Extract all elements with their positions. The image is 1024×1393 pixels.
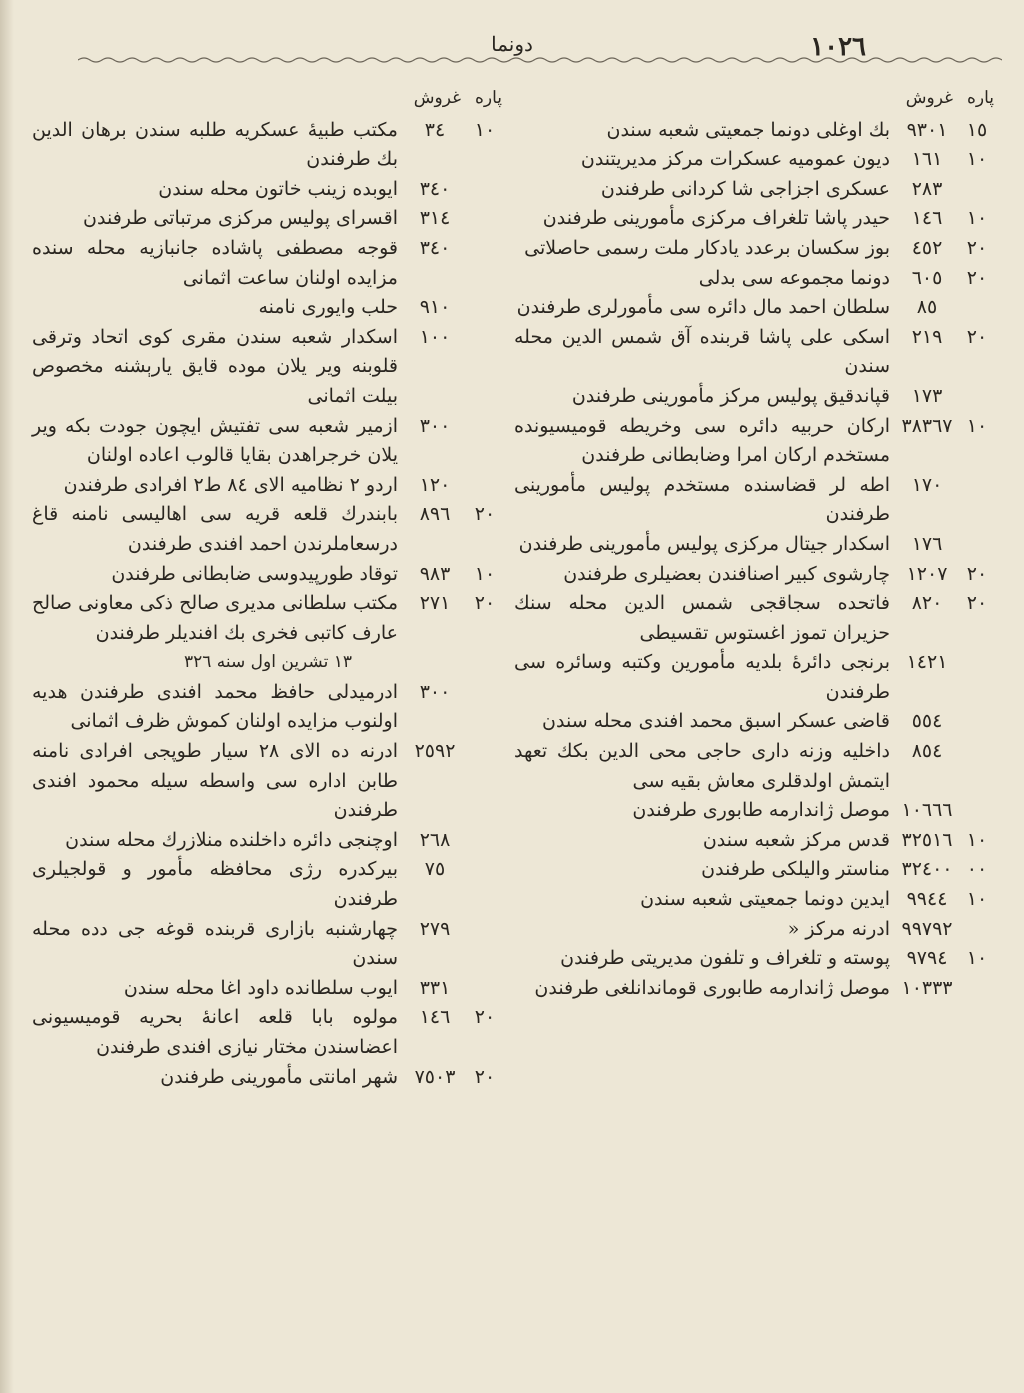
list-item [514, 737, 994, 796]
donor-description: اسكى على پاشا قربنده آق شمس الدين محله سندن [514, 325, 890, 378]
list-item [32, 412, 502, 471]
ghurush-header: غروش [413, 88, 461, 108]
ghurush-amount: ٩٣٠١ [906, 118, 948, 141]
ghurush-amount: ٩٧٩٤ [906, 947, 948, 970]
ghurush-amount: ٦٠٥ [911, 266, 943, 289]
list-item [32, 855, 502, 914]
ghurush-amount: ٣٨٣٦٧ [901, 414, 953, 437]
donor-description: چارشوى كبير اصنافندن بعضيلرى طرفندن [563, 562, 890, 585]
list-item [514, 560, 994, 590]
ghurush-amount: ٢١٩ [911, 325, 943, 348]
list-item [514, 145, 994, 175]
donor-description: ايوبده زينب خاتون محله سندن [158, 177, 398, 200]
list-item [32, 323, 502, 412]
date-note: ١٣ تشرين اول سنه ٣٢٦ [183, 652, 352, 673]
ghurush-header: غروش [905, 88, 953, 108]
ghurush-amount: ٩٩٤٤ [906, 888, 948, 911]
list-item [514, 796, 994, 826]
donor-description: ادرنه مركز « [787, 917, 890, 940]
donor-description: اركان حربيه دائره سى وخريطه قوميسيونده مستخدم اركان امرا وضابطانى طرفندن [514, 414, 890, 467]
ghurush-amount: ٨٥ [916, 296, 938, 319]
list-item [32, 737, 502, 826]
para-header: پاره [966, 88, 994, 108]
donor-description: قپاندقيق پوليس مركز مأمورينى طرفندن [571, 384, 890, 407]
donor-description: اقسراى پوليس مركزى مرتباتى طرفندن [83, 207, 398, 230]
ghurush-amount: ٢٥٩٢ [414, 740, 456, 763]
list-item [32, 175, 502, 205]
list-item [514, 589, 994, 648]
ghurush-amount: ٩٩٧٩٢ [901, 917, 953, 940]
donor-description: بيركدره رژى محافظه مأمور و قولجيلرى طرفندن [32, 858, 398, 911]
ghurush-amount: ٣٤٠ [419, 236, 451, 259]
ghurush-amount: ١٤٦ [911, 207, 943, 230]
para-amount: ٢٠ [966, 266, 988, 289]
donor-description: اوچنجى دائره داخلنده منلازرك محله سندن [65, 828, 398, 851]
list-item [32, 915, 502, 974]
ghurush-amount: ٨٩٦ [419, 503, 451, 526]
donor-description: چهارشنبه بازارى قربنده قوغه جى دده محله سندن [32, 917, 398, 970]
ghurush-amount: ١٧٦ [911, 532, 943, 555]
page-number: ١٠٢٦ [810, 32, 866, 62]
donor-description: مولوه بابا قلعه اعانهٔ بحريه قوميسيونى اعضاسندن مختار نيازى افندى طرفندن [32, 1006, 398, 1058]
list-item [514, 412, 994, 471]
list-item [32, 560, 502, 590]
para-amount: ٢٠ [966, 236, 988, 259]
para-amount: ١٠ [966, 888, 988, 911]
donor-description: موصل ژاندارمه طابورى قوماندانلغى طرفندن [534, 976, 890, 999]
donor-description: پوسته و تلغراف و تلفون مديريتى طرفندن [560, 947, 890, 970]
donor-description: مكتب طبيهٔ عسكريه طلبه سندن برهان الدين بك طرفندن [32, 118, 398, 171]
list-item [32, 648, 502, 678]
ghurush-amount: ١٦١ [911, 148, 943, 171]
list-item [32, 234, 502, 293]
para-amount: ١٠ [474, 118, 496, 141]
ghurush-amount: ٧٥٠٣ [414, 1065, 456, 1088]
list-item [514, 530, 994, 560]
donor-description: بابندرك قلعه قريه سى اهاليسى نامنه قاغ درسعاملرندن احمد افندى طرفندن [32, 503, 398, 555]
list-item [32, 116, 502, 175]
ghurush-amount: ١٧٠ [911, 473, 943, 496]
donor-description: سلطان احمد مال دائره سى مأمورلرى طرفندن [516, 296, 890, 319]
donor-description: ايدين دونما جمعيتى شعبه سندن [640, 888, 890, 911]
donor-description: اردو ٢ نظاميه الاى ٨٤ ط٢ افرادى طرفندن [63, 473, 398, 496]
para-amount: ٢٠ [474, 1065, 496, 1088]
donor-description: اطه لر قضاسنده مستخدم پوليس مأمورينى طرفندن [514, 473, 890, 526]
right-entries-list [514, 116, 994, 1004]
donor-description: دونما مجموعه سى بدلى [698, 266, 890, 289]
ghurush-amount: ٣١٤ [419, 207, 451, 230]
para-amount: ١٠ [966, 947, 988, 970]
left-entries-list [32, 116, 502, 1093]
ghurush-amount: ٣٠٠ [419, 680, 451, 703]
list-item [32, 471, 502, 501]
ghurush-amount: ١٠٠ [419, 325, 451, 348]
donor-description: ديون عموميه عسكرات مركز مديريتندن [580, 148, 890, 171]
donor-description: مناستر واليلكى طرفندن [701, 858, 890, 881]
list-item [514, 293, 994, 323]
donor-description: بك اوغلى دونما جمعيتى شعبه سندن [606, 118, 890, 141]
ghurush-amount: ٩١٠ [419, 296, 451, 319]
ghurush-amount: ١٠٦٦٦ [901, 799, 953, 822]
list-item [514, 471, 994, 530]
donor-description: مكتب سلطانى مديرى صالح ذكى معاونى صالح عارف كاتبى فخرى بك افنديلر طرفندن [32, 592, 398, 644]
para-amount: ٢٠ [966, 325, 988, 348]
ghurush-amount: ٢٦٨ [419, 828, 451, 851]
ghurush-amount: ٢٧١ [419, 592, 451, 615]
list-item [32, 974, 502, 1004]
list-item [514, 204, 994, 234]
list-item [32, 678, 502, 737]
list-item [514, 382, 994, 412]
ghurush-amount: ٣٤ [424, 118, 446, 141]
list-item [514, 234, 994, 264]
donor-description: قدس مركز شعبه سندن [702, 828, 890, 851]
para-amount: ١٥ [966, 118, 988, 141]
list-item [32, 826, 502, 856]
ghurush-amount: ٨٥٤ [911, 740, 943, 763]
donor-description: حيدر پاشا تلغراف مركزى مأمورينى طرفندن [542, 207, 890, 230]
list-item [32, 589, 502, 648]
ghurush-amount: ١٢٠ [419, 473, 451, 496]
para-amount: ١٠ [966, 207, 988, 230]
donor-description: شهر امانتى مأمورينى طرفندن [160, 1065, 398, 1088]
para-amount: ٢٠ [474, 592, 496, 615]
donor-description: ازمير شعبه سى تفتيش ايچون جودت بكه وير يلان خرجراهدن بقايا قالوب اعاده اولنان [32, 414, 398, 467]
donor-description: فاتحده سجاقجى شمس الدين محله سنك حزيران تموز اغستوس تقسيطى [514, 592, 890, 644]
list-item [514, 915, 994, 945]
ghurush-amount: ٣٠٠ [419, 414, 451, 437]
donor-description: توقاد طورپيدوسى ضابطانى طرفندن [111, 562, 398, 585]
list-item [514, 974, 994, 1004]
ghurush-amount: ٥٥٤ [911, 710, 943, 733]
list-item [32, 293, 502, 323]
donor-description: موصل ژاندارمه طابورى طرفندن [632, 799, 890, 822]
list-item [514, 264, 994, 294]
para-amount: ٢٠ [474, 503, 496, 526]
list-item [514, 707, 994, 737]
donor-description: حلب وايورى نامنه [258, 296, 398, 319]
donor-description: اسكدار جيتال مركزى پوليس مأمورينى طرفندن [518, 532, 890, 555]
list-item [32, 1063, 502, 1093]
donor-description: بوز سكسان برعدد يادكار ملت رسمى حاصلاتى [524, 236, 890, 259]
para-amount: ٢٠ [966, 592, 988, 615]
list-item [514, 116, 994, 146]
ghurush-amount: ١٧٣ [911, 384, 943, 407]
ghurush-amount: ١٤٦ [419, 1006, 451, 1029]
running-title: دونما [491, 32, 533, 56]
ghurush-amount: ٣٣١ [419, 976, 451, 999]
donor-description: ادرنه ده الاى ٢٨ سيار طوپجى افرادى نامنه طابن اداره سى واسطه سيله محمود افندى طرفندن [32, 740, 398, 822]
list-item [514, 648, 994, 707]
list-item [32, 500, 502, 559]
list-item [514, 855, 994, 885]
donor-description: عسكرى اجزاجى شا كردانى طرفندن [600, 177, 890, 200]
ghurush-amount: ٢٨٣ [911, 177, 943, 200]
donor-description: ادرميدلى حافظ محمد افندى طرفندن هديه اولنوب مزايده اولنان كموش ظرف اثمانى [32, 680, 398, 733]
donor-description: داخليه وزنه دارى حاجى محى الدين بكك تعهد ايتمش اولدقلرى معاش بقيه سى [514, 740, 890, 792]
para-amount: ٢٠ [966, 562, 988, 585]
donor-description: برنجى دائرهٔ بلديه مأمورين وكتبه وسائره سى طرفندن [514, 651, 890, 703]
column-header [514, 84, 994, 114]
donor-description: قوجه مصطفى پاشاده جانبازيه محله سنده مزايده اولنان ساعت اثمانى [32, 236, 398, 289]
para-amount: ١٠ [966, 414, 988, 437]
ghurush-amount: ٨٢٠ [911, 592, 943, 615]
page-edge-shadow [0, 0, 14, 1393]
ghurush-amount: ٤٥٢ [911, 236, 943, 259]
ghurush-amount: ١٤٢١ [906, 651, 948, 674]
ghurush-amount: ٩٨٣ [419, 562, 451, 585]
ghurush-amount: ٢٧٩ [419, 917, 451, 940]
list-item [514, 323, 994, 382]
donor-description: اسكدار شعبه سندن مقرى كوى اتحاد وترقى قلوبنه وير يلان موده قايق يارېشنه مخصوص بيلت اثمانى [32, 325, 398, 407]
column-header [32, 84, 502, 114]
ghurush-amount: ٣٢٤٠٠ [901, 858, 953, 881]
ghurush-amount: ٧٥ [424, 858, 446, 881]
list-item [514, 885, 994, 915]
list-item [514, 826, 994, 856]
donor-description: قاضى عسكر اسبق محمد افندى محله سندن [542, 710, 890, 733]
left-column [32, 84, 502, 1092]
para-header: پاره [474, 88, 502, 108]
ghurush-amount: ١٠٣٣٣ [901, 976, 953, 999]
list-item [32, 204, 502, 234]
header-rule [78, 56, 1002, 64]
list-item [514, 175, 994, 205]
list-item [514, 944, 994, 974]
para-amount: ٢٠ [474, 1006, 496, 1029]
donor-description: ايوب سلطانده داود اغا محله سندن [123, 976, 398, 999]
right-column [514, 84, 994, 1003]
ghurush-amount: ١٢٠٧ [906, 562, 948, 585]
para-amount: ١٠ [966, 828, 988, 851]
para-amount: ١٠ [966, 148, 988, 171]
para-amount: ٠٠ [966, 858, 988, 881]
list-item [32, 1003, 502, 1062]
para-amount: ١٠ [474, 562, 496, 585]
ghurush-amount: ٣٤٠ [419, 177, 451, 200]
ghurush-amount: ٣٢٥١٦ [901, 828, 953, 851]
